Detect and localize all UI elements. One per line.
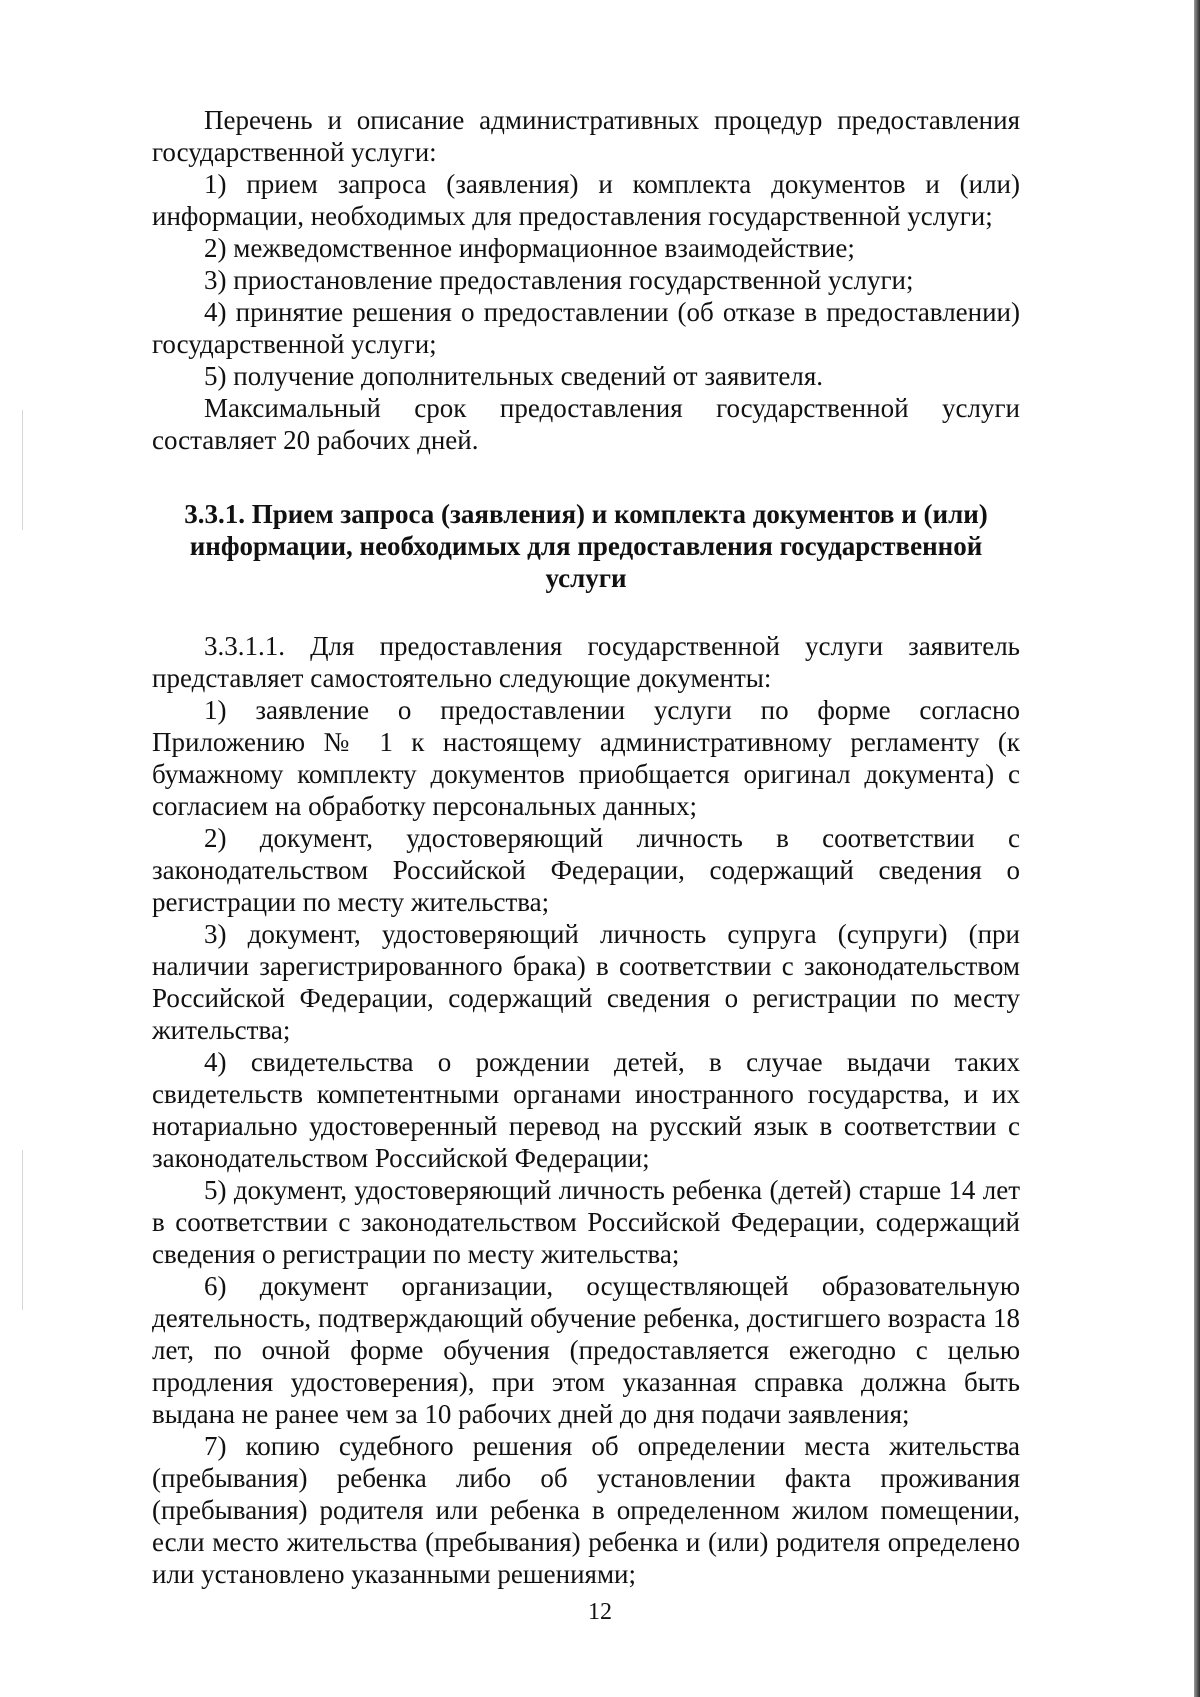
document-item: 2) документ, удостоверяющий личность в соответствии с законодательством Российской Федерации, содержащий сведения о регистрации по месту жительства; <box>152 823 1020 917</box>
section-heading: 3.3.1. Прием запроса (заявления) и комплекта документов и (или) информации, необходимых для предоставления государственной услуги <box>184 499 988 593</box>
scan-left-mark <box>22 410 23 530</box>
scan-left-mark <box>22 1150 23 1310</box>
scan-right-edge <box>1194 0 1200 1697</box>
document-item: 6) документ организации, осуществляющей образовательную деятельность, подтверждающий обучение ребенка, достигшего возраста 18 лет, по очной форме обучения (предоставляется ежегодно с целью продления удостоверения), при этом указанная справка должна быть выдана не ранее чем за 10 рабочих дней до дня подачи заявления; <box>152 1271 1020 1429</box>
intro-item: 2) межведомственное информационное взаимодействие; <box>204 233 855 263</box>
intro-item: 4) принятие решения о предоставлении (об отказе в предоставлении) государственной услуги; <box>152 297 1020 359</box>
intro-item: 5) получение дополнительных сведений от заявителя. <box>204 361 824 391</box>
document-item: 5) документ, удостоверяющий личность ребенка (детей) старше 14 лет в соответствии с законодательством Российской Федерации, содержащий сведения о регистрации по месту жительства; <box>152 1175 1020 1269</box>
term-paragraph: Максимальный срок предоставления государственной услуги составляет 20 рабочих дней. <box>152 393 1020 455</box>
page-number: 12 <box>588 1599 612 1625</box>
document-page <box>152 104 1020 1590</box>
intro-item: 3) приостановление предоставления государственной услуги; <box>204 265 914 295</box>
document-item: 1) заявление о предоставлении услуги по форме согласно Приложению № 1 к настоящему административному регламенту (к бумажному комплекту документов приобщается оригинал документа) с согласием на обработку персональных данных; <box>152 695 1020 821</box>
document-item: 3) документ, удостоверяющий личность супруга (супруги) (при наличии зарегистрированного брака) в соответствии с законодательством Российской Федерации, содержащий сведения о регистрации по месту жительства; <box>152 919 1020 1045</box>
intro-item: 1) прием запроса (заявления) и комплекта документов и (или) информации, необходимых для предоставления государственной услуги; <box>152 169 1020 231</box>
document-item: 4) свидетельства о рождении детей, в случае выдачи таких свидетельств компетентными органами иностранного государства, и их нотариально удостоверенный перевод на русский язык в соответствии с законодательством Российской Федерации; <box>152 1047 1020 1173</box>
document-item: 7) копию судебного решения об определении места жительства (пребывания) ребенка либо об установлении факта проживания (пребывания) родителя или ребенка в определенном жилом помещении, если место жительства (пребывания) ребенка и (или) родителя определено или установлено указанными решениями; <box>152 1431 1020 1589</box>
section-lead: 3.3.1.1. Для предоставления государственной услуги заявитель представляет самостоятельно следующие документы: <box>152 631 1020 693</box>
intro-paragraph: Перечень и описание административных процедур предоставления государственной услуги: <box>152 105 1020 167</box>
